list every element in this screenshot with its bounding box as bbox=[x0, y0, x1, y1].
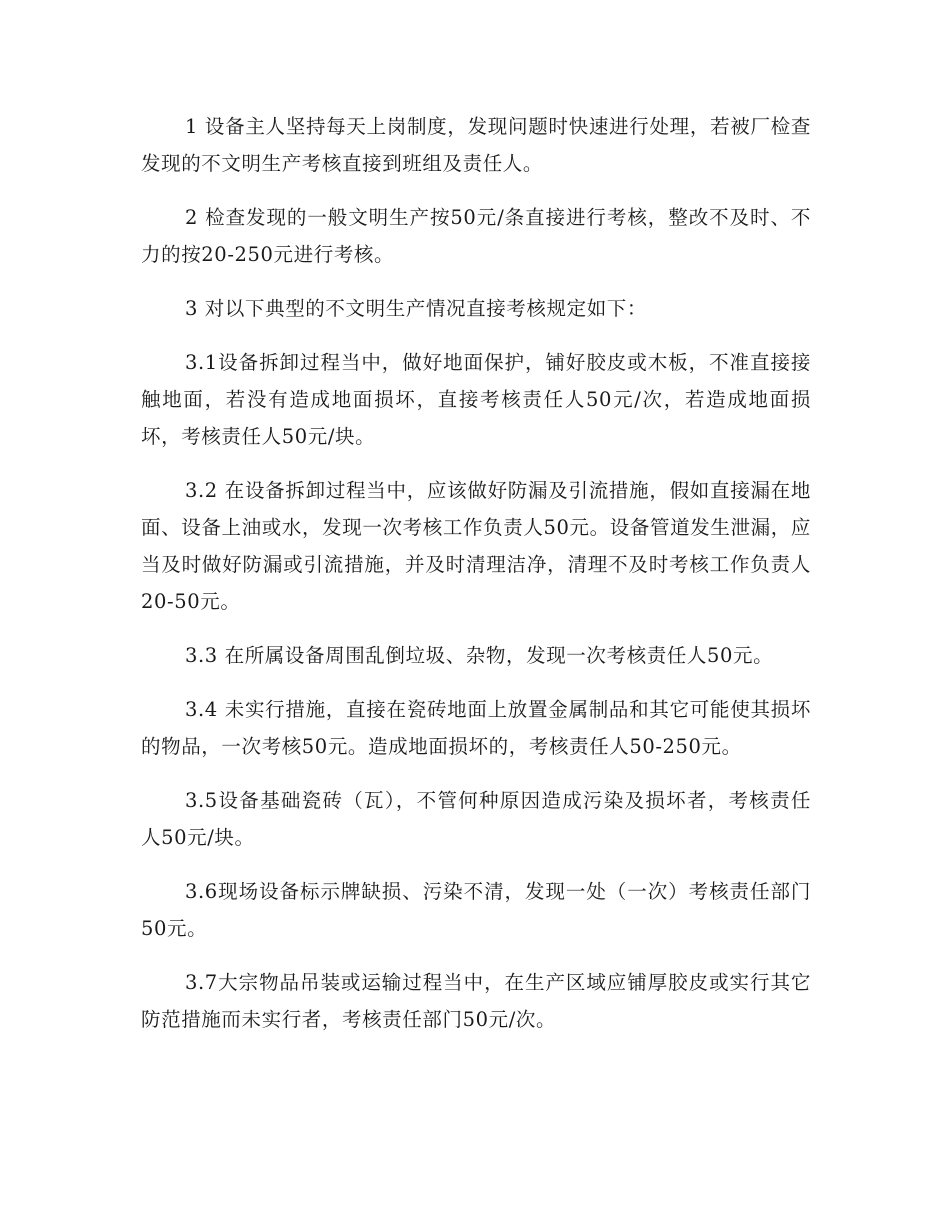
paragraph-rule-1: 1 设备主人坚持每天上岗制度，发现问题时快速进行处理，若被厂检查发现的不文明生产考核直接到班组及责任人。 bbox=[141, 115, 811, 175]
paragraph-rule-2: 2 检查发现的一般文明生产按50元/条直接进行考核，整改不及时、不力的按20-250元进行考核。 bbox=[141, 206, 811, 266]
paragraph-rule-3-5: 3.5设备基础瓷砖（瓦），不管何种原因造成污染及损坏者，考核责任人50元/块。 bbox=[141, 789, 811, 849]
paragraph-rule-3-2: 3.2 在设备拆卸过程当中，应该做好防漏及引流措施，假如直接漏在地面、设备上油或水，发现一次考核工作负责人50元。设备管道发生泄漏，应当及时做好防漏或引流措施，并及时清理洁净，清理不及时考核工作负责人20-50元。 bbox=[141, 479, 811, 613]
paragraph-rule-3-1: 3.1设备拆卸过程当中，做好地面保护，铺好胶皮或木板，不准直接接触地面，若没有造成地面损坏，直接考核责任人50元/次，若造成地面损坏，考核责任人50元/块。 bbox=[141, 351, 811, 448]
paragraph-rule-3-7: 3.7大宗物品吊装或运输过程当中，在生产区域应铺厚胶皮或实行其它防范措施而未实行者，考核责任部门50元/次。 bbox=[141, 971, 811, 1031]
paragraph-rule-3: 3 对以下典型的不文明生产情况直接考核规定如下： bbox=[185, 297, 648, 320]
paragraph-rule-3-6: 3.6现场设备标示牌缺损、污染不清，发现一处（一次）考核责任部门50元。 bbox=[141, 880, 811, 940]
paragraph-rule-3-3: 3.3 在所属设备周围乱倒垃圾、杂物，发现一次考核责任人50元。 bbox=[185, 644, 774, 667]
paragraph-rule-3-4: 3.4 未实行措施，直接在瓷砖地面上放置金属制品和其它可能使其损坏的物品，一次考核50元。造成地面损坏的，考核责任人50-250元。 bbox=[141, 698, 811, 758]
document-body bbox=[141, 108, 811, 1055]
